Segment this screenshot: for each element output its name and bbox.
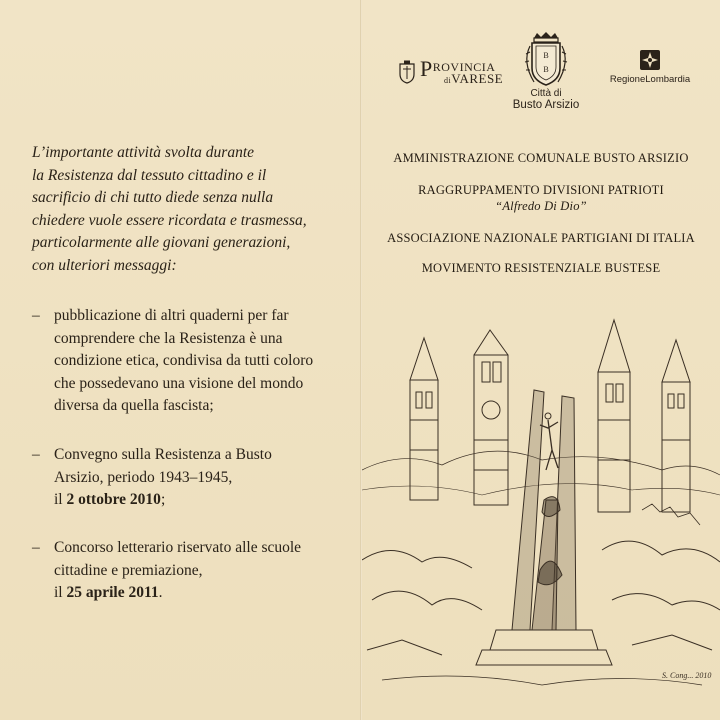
citta-busto-arsizio-logo (504, 32, 588, 118)
city-caption-small: Città di (530, 88, 562, 99)
provincia-top-text: ROVINCIA (432, 60, 496, 74)
lombardia-rose-icon (640, 50, 660, 70)
org-movimento: MOVIMENTO RESISTENZIALE BUSTESE (421, 261, 661, 275)
intro-line: con ulteriori messaggi: (32, 256, 177, 274)
org-raggruppamento-subtitle: “Alfredo Di Dio” (495, 199, 587, 213)
svg-text:B: B (543, 51, 549, 60)
provincia-di: di (444, 76, 452, 85)
regione-lombardia-logo (598, 50, 702, 90)
org-amministrazione: AMMINISTRAZIONE COMUNALE BUSTO ARSIZIO (393, 151, 689, 165)
bullet-prefix: il (54, 491, 67, 508)
intro-line: sacrificio di chi tutto diede senza nulla (32, 189, 274, 206)
busto-arsizio-crest-icon (504, 32, 588, 88)
provincia-p: P (420, 56, 433, 81)
intro-line: la Resistenza dal tessuto cittadino e il (32, 166, 267, 184)
artist-signature: S. Cong... 2010 (662, 671, 712, 680)
bullet-suffix: . (158, 584, 163, 601)
intro-line: L’importante attività svolta durante (32, 144, 255, 161)
bullet-dash: – (32, 446, 40, 463)
bullet-line: Concorso letterario riservato alle scuole (54, 539, 302, 556)
bullet-dash: – (32, 539, 40, 556)
intro-line: chiedere vuole essere ricordata e trasmessa, (32, 211, 307, 229)
svg-text:B: B (543, 65, 549, 74)
bullet-line: comprendere che la Resistenza è una (54, 329, 283, 347)
right-panel (362, 0, 720, 720)
event-date: 2 ottobre 2010 (66, 491, 161, 508)
bullet-line: cittadine e premiazione, (54, 561, 203, 579)
provincia-varese-logo (398, 56, 504, 88)
award-date: 25 aprile 2011 (66, 584, 159, 601)
bullet-prefix: il (54, 584, 67, 601)
bullet-line: Arsizio, periodo 1943–1945, (54, 468, 233, 486)
monument-sketch-illustration (362, 300, 720, 720)
lombardia-caption: RegioneLombardia (609, 74, 691, 85)
org-anpi: ASSOCIAZIONE NAZIONALE PARTIGIANI DI ITALIA (387, 231, 695, 245)
bullet-suffix: ; (160, 491, 166, 508)
intro-paragraph (32, 142, 342, 277)
bullet-line: diversa da quella fascista; (54, 397, 214, 414)
city-caption-name: Busto Arsizio (512, 99, 580, 111)
bullet-line: pubblicazione di altri quaderni per far (54, 307, 289, 324)
provincia-crest-icon (398, 60, 416, 84)
bullet-line: che possedevano una visione del mondo (54, 374, 304, 392)
bullet-line: Convegno sulla Resistenza a Busto (54, 446, 272, 463)
provincia-bottom-text: VARESE (451, 71, 504, 86)
org-raggruppamento: RAGGRUPPAMENTO DIVISIONI PATRIOTI (418, 183, 664, 197)
bullet-dash: – (32, 307, 40, 324)
intro-line: particolarmente alle giovani generazioni, (32, 234, 291, 251)
bullet-line: condizione etica, condivisa da tutti coloro (54, 352, 314, 369)
